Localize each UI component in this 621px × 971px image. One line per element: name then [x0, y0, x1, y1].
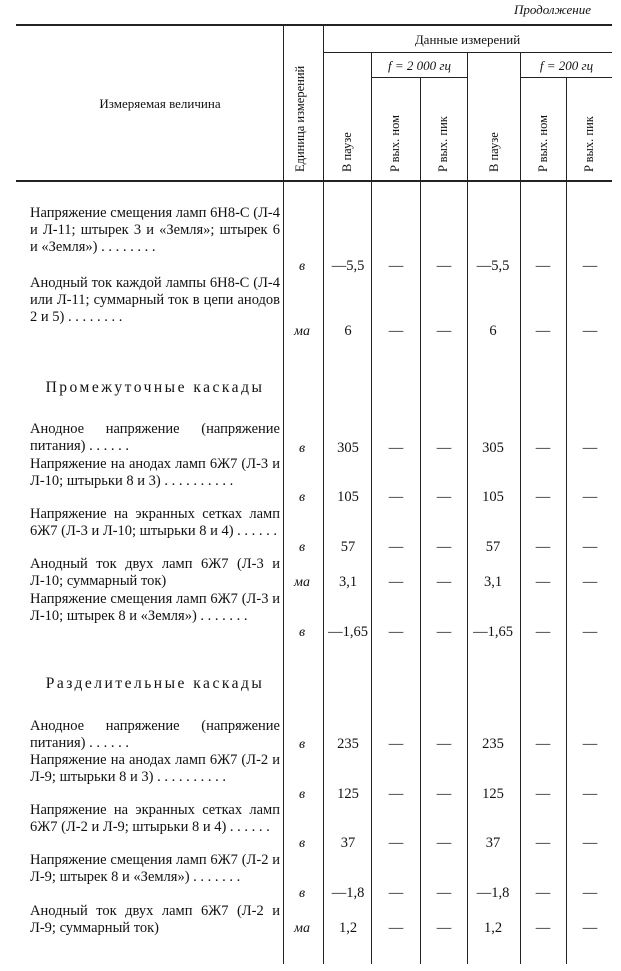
row-dash: — [535, 736, 551, 752]
row-description: Напряжение на анодах ламп 6Ж7 (Л-2 и Л-9; штырьки 8 и 3) . . . . . . . . . . [30, 752, 280, 785]
row-value-pause-2000: —1,65 [328, 624, 368, 640]
row-value-pause-2000: 6 [344, 323, 352, 339]
col-divider-pik1 [420, 77, 421, 964]
row-unit: в [298, 737, 306, 752]
row-value-pause-2000: 235 [337, 736, 359, 752]
row-unit: в [298, 836, 306, 851]
row-unit: в [298, 886, 306, 901]
row-dash: — [388, 624, 404, 640]
row-description: Напряжение на экранных сетках ламп 6Ж7 (Л-3 и Л-10; штырьки 8 и 4) . . . . . . [30, 506, 280, 539]
header-freq-2000: f = 2 000 гц [388, 58, 451, 73]
row-description: Анодное напряжение (напряжение питания) . . . . . . [30, 421, 280, 454]
row-value-pause-200: 3,1 [483, 574, 503, 590]
header-quantity: Измеряемая величина [99, 96, 221, 111]
row-dash: — [535, 574, 551, 590]
row-value-pause-200: 235 [482, 736, 504, 752]
row-value-pause-2000: 105 [337, 489, 359, 505]
header-freq-200: f = 200 гц [539, 58, 594, 73]
row-dash: — [388, 736, 404, 752]
row-description: Напряжение на анодах ламп 6Ж7 (Л-3 и Л-10; штырьки 8 и 3) . . . . . . . . . . [30, 456, 280, 489]
row-dash: — [535, 786, 551, 802]
row-dash: — [582, 440, 598, 456]
row-value-pause-200: —1,65 [473, 624, 513, 640]
row-dash: — [436, 489, 452, 505]
row-dash: — [535, 440, 551, 456]
row-dash: — [388, 885, 404, 901]
row-dash: — [535, 258, 551, 274]
row-unit: ма [294, 921, 310, 936]
row-dash: — [436, 440, 452, 456]
header-p-pik-2: P вых. пик [582, 116, 596, 172]
row-value-pause-2000: —5,5 [331, 258, 365, 274]
row-value-pause-2000: 3,1 [338, 574, 358, 590]
row-unit: ма [294, 575, 310, 590]
row-dash: — [388, 835, 404, 851]
row-dash: — [582, 835, 598, 851]
row-value-pause-2000: 1,2 [338, 920, 358, 936]
row-description: Напряжение на экранных сетках ламп 6Ж7 (Л-2 и Л-9; штырьки 8 и 4) . . . . . . [30, 802, 280, 835]
row-description: Анодное напряжение (напряжение питания) . . . . . . [30, 718, 280, 751]
col-divider-nom1 [371, 52, 372, 964]
row-dash: — [535, 885, 551, 901]
col-divider-nom2 [520, 52, 521, 964]
row-dash: — [582, 920, 598, 936]
row-description: Напряжение смещения ламп 6Н8-С (Л-4 и Л-11; штырек 3 и «Земля»; штырек 6 и «Земля») . . . . . . . . [30, 205, 280, 255]
col-divider-pause2 [467, 52, 468, 964]
row-dash: — [582, 624, 598, 640]
row-dash: — [388, 539, 404, 555]
row-value-pause-2000: 57 [340, 539, 356, 555]
row-value-pause-2000: 125 [337, 786, 359, 802]
row-value-pause-200: 37 [485, 835, 501, 851]
row-dash: — [388, 323, 404, 339]
row-value-pause-2000: —1,8 [331, 885, 365, 901]
row-description: Напряжение смещения ламп 6Ж7 (Л-2 и Л-9; штырек 8 и «Земля») . . . . . . . [30, 852, 280, 885]
row-dash: — [436, 920, 452, 936]
row-value-pause-200: 125 [482, 786, 504, 802]
row-dash: — [582, 574, 598, 590]
row-unit: в [298, 787, 306, 802]
row-value-pause-2000: 37 [340, 835, 356, 851]
row-dash: — [582, 539, 598, 555]
row-value-pause-200: 57 [485, 539, 501, 555]
row-dash: — [388, 574, 404, 590]
row-dash: — [535, 323, 551, 339]
row-dash: — [582, 736, 598, 752]
row-dash: — [582, 323, 598, 339]
row-value-pause-200: —5,5 [476, 258, 510, 274]
row-dash: — [535, 835, 551, 851]
row-unit: в [298, 540, 306, 555]
row-value-pause-2000: 305 [337, 440, 359, 456]
row-dash: — [582, 489, 598, 505]
header-unit: Единица измерений [293, 65, 307, 172]
section-intermediate: Промежуточные каскады [45, 379, 265, 396]
table-top-border [16, 24, 612, 26]
row-dash: — [388, 920, 404, 936]
row-dash: — [436, 539, 452, 555]
row-dash: — [436, 323, 452, 339]
row-dash: — [388, 786, 404, 802]
row-value-pause-200: 105 [482, 489, 504, 505]
continuation-label: Продолжение [513, 2, 591, 17]
row-dash: — [582, 258, 598, 274]
row-dash: — [436, 258, 452, 274]
row-dash: — [388, 489, 404, 505]
row-value-pause-200: 1,2 [483, 920, 503, 936]
row-dash: — [535, 624, 551, 640]
row-unit: ма [294, 324, 310, 339]
row-dash: — [582, 786, 598, 802]
freq-header-divider-1 [371, 77, 467, 78]
row-dash: — [436, 835, 452, 851]
row-dash: — [436, 624, 452, 640]
row-description: Анодный ток двух ламп 6Ж7 (Л-2 и Л-9; суммарный ток) [30, 903, 280, 936]
row-unit: в [298, 259, 306, 274]
row-value-pause-200: 6 [489, 323, 497, 339]
row-dash: — [535, 489, 551, 505]
row-dash: — [436, 885, 452, 901]
row-description: Анодный ток двух ламп 6Ж7 (Л-3 и Л-10; суммарный ток) [30, 556, 280, 589]
row-dash: — [535, 539, 551, 555]
row-dash: — [535, 920, 551, 936]
header-p-pik-1: P вых. пик [436, 116, 450, 172]
row-value-pause-200: 305 [482, 440, 504, 456]
header-p-nom-2: P вых. ном [536, 114, 550, 172]
row-unit: в [298, 490, 306, 505]
row-dash: — [436, 736, 452, 752]
row-unit: в [298, 625, 306, 640]
header-pause-2: В паузе [487, 132, 501, 172]
section-separating: Разделительные каскады [45, 675, 265, 692]
row-unit: в [298, 441, 306, 456]
row-dash: — [436, 786, 452, 802]
col-divider-pik2 [566, 77, 567, 964]
row-dash: — [388, 440, 404, 456]
row-dash: — [582, 885, 598, 901]
header-p-nom-1: P вых. ном [388, 114, 402, 172]
row-description: Анодный ток каждой лампы 6Н8-С (Л-4 или Л-11; суммарный ток в цепи анодов 2 и 5) . . . . . . . . [30, 275, 280, 325]
row-value-pause-200: —1,8 [476, 885, 510, 901]
header-measured-data: Данные измерений [414, 32, 521, 47]
header-pause-1: В паузе [340, 132, 354, 172]
row-dash: — [388, 258, 404, 274]
row-dash: — [436, 574, 452, 590]
row-description: Напряжение смещения ламп 6Ж7 (Л-3 и Л-10; штырек 8 и «Земля») . . . . . . . [30, 591, 280, 624]
header-bottom-border [16, 180, 612, 182]
